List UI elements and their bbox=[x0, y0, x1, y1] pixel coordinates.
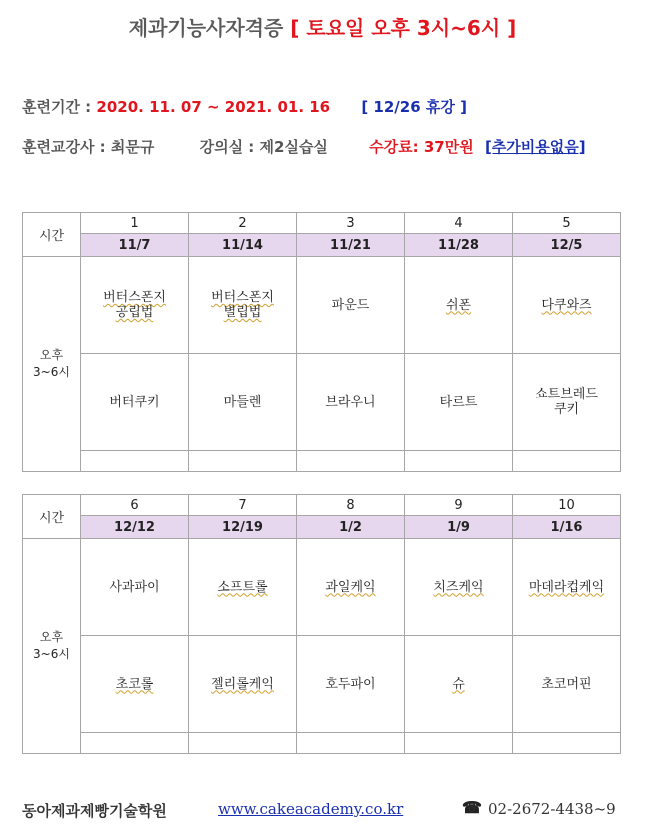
footer bbox=[22, 796, 632, 820]
session-number: 1 bbox=[81, 213, 189, 234]
session-number: 9 bbox=[405, 495, 513, 516]
blank-cell bbox=[189, 733, 297, 754]
class-item: 초코머핀 bbox=[541, 676, 592, 692]
time-slot-label-line1: 오후 bbox=[39, 630, 64, 644]
session-date: 1/2 bbox=[297, 516, 405, 539]
schedule-table-1 bbox=[22, 212, 621, 472]
training-period bbox=[22, 96, 467, 117]
session-date: 11/21 bbox=[297, 234, 405, 257]
class-item: 버터쿠키 bbox=[109, 394, 160, 410]
time-slot-label bbox=[23, 257, 81, 472]
blank-cell bbox=[513, 451, 621, 472]
session-date: 12/12 bbox=[81, 516, 189, 539]
holiday-note: [ 12/26 휴강 ] bbox=[361, 98, 467, 116]
session-number: 5 bbox=[513, 213, 621, 234]
classroom: 강의실 : 제2실습실 bbox=[199, 138, 328, 156]
session-date: 11/14 bbox=[189, 234, 297, 257]
blank-cell bbox=[297, 451, 405, 472]
class-item: 쉬폰 bbox=[445, 297, 472, 313]
extra-cost-note: [추가비용없음] bbox=[484, 138, 586, 156]
academy-name: 동아제과제빵기술학원 bbox=[22, 802, 167, 820]
session-number: 8 bbox=[297, 495, 405, 516]
period-value: 2020. 11. 07 ~ 2021. 01. 16 bbox=[96, 98, 331, 116]
class-item: 쇼트브레드 쿠키 bbox=[535, 387, 598, 417]
time-slot-label-line1: 오후 bbox=[39, 348, 64, 362]
session-date: 12/5 bbox=[513, 234, 621, 257]
page-title bbox=[0, 12, 645, 41]
website-link[interactable]: www.cakeacademy.co.kr bbox=[218, 800, 404, 818]
blank-cell bbox=[81, 451, 189, 472]
blank-cell bbox=[297, 733, 405, 754]
class-item: 버터스폰지 공립법 bbox=[103, 290, 166, 320]
time-header: 시간 bbox=[23, 213, 81, 257]
session-number: 2 bbox=[189, 213, 297, 234]
class-item: 버터스폰지 별립법 bbox=[211, 290, 274, 320]
class-item: 다쿠와즈 bbox=[541, 297, 592, 313]
blank-cell bbox=[189, 451, 297, 472]
class-item: 브라우니 bbox=[325, 394, 376, 410]
course-schedule-note: [ 토요일 오후 3시~6시 ] bbox=[290, 16, 517, 40]
session-number: 10 bbox=[513, 495, 621, 516]
phone-number: 02-2672-4438~9 bbox=[488, 800, 616, 818]
time-slot-label-line2: 3~6시 bbox=[33, 365, 70, 379]
class-item: 타르트 bbox=[439, 394, 478, 410]
period-label: 훈련기간 : bbox=[22, 98, 92, 116]
time-slot-label-line2: 3~6시 bbox=[33, 647, 70, 661]
class-item: 마데라컵케익 bbox=[528, 579, 605, 595]
blank-cell bbox=[513, 733, 621, 754]
session-number: 6 bbox=[81, 495, 189, 516]
class-item: 슈 bbox=[452, 676, 465, 692]
class-item: 치즈케익 bbox=[433, 579, 484, 595]
course-title: 제과기능사자격증 bbox=[128, 16, 284, 40]
blank-cell bbox=[405, 451, 513, 472]
class-item: 과일케익 bbox=[325, 579, 376, 595]
time-header: 시간 bbox=[23, 495, 81, 539]
class-item: 초코롤 bbox=[115, 676, 154, 692]
blank-cell bbox=[405, 733, 513, 754]
class-item: 사과파이 bbox=[109, 579, 160, 595]
class-item: 젤리롤케익 bbox=[211, 676, 274, 692]
time-slot-label bbox=[23, 539, 81, 754]
schedule-table-2 bbox=[22, 494, 621, 754]
class-item: 호두파이 bbox=[325, 676, 376, 692]
blank-cell bbox=[81, 733, 189, 754]
session-date: 12/19 bbox=[189, 516, 297, 539]
session-date: 11/28 bbox=[405, 234, 513, 257]
class-item: 소프트롤 bbox=[217, 579, 268, 595]
session-date: 1/9 bbox=[405, 516, 513, 539]
course-info bbox=[22, 136, 586, 157]
session-date: 11/7 bbox=[81, 234, 189, 257]
instructor: 훈련교강사 : 최문규 bbox=[22, 138, 155, 156]
telephone-icon: ☎ bbox=[462, 798, 482, 817]
session-date: 1/16 bbox=[513, 516, 621, 539]
tuition-fee: 수강료: 37만원 bbox=[369, 138, 474, 156]
class-item: 마들렌 bbox=[223, 394, 262, 410]
session-number: 4 bbox=[405, 213, 513, 234]
session-number: 7 bbox=[189, 495, 297, 516]
class-item: 파운드 bbox=[331, 297, 370, 313]
session-number: 3 bbox=[297, 213, 405, 234]
